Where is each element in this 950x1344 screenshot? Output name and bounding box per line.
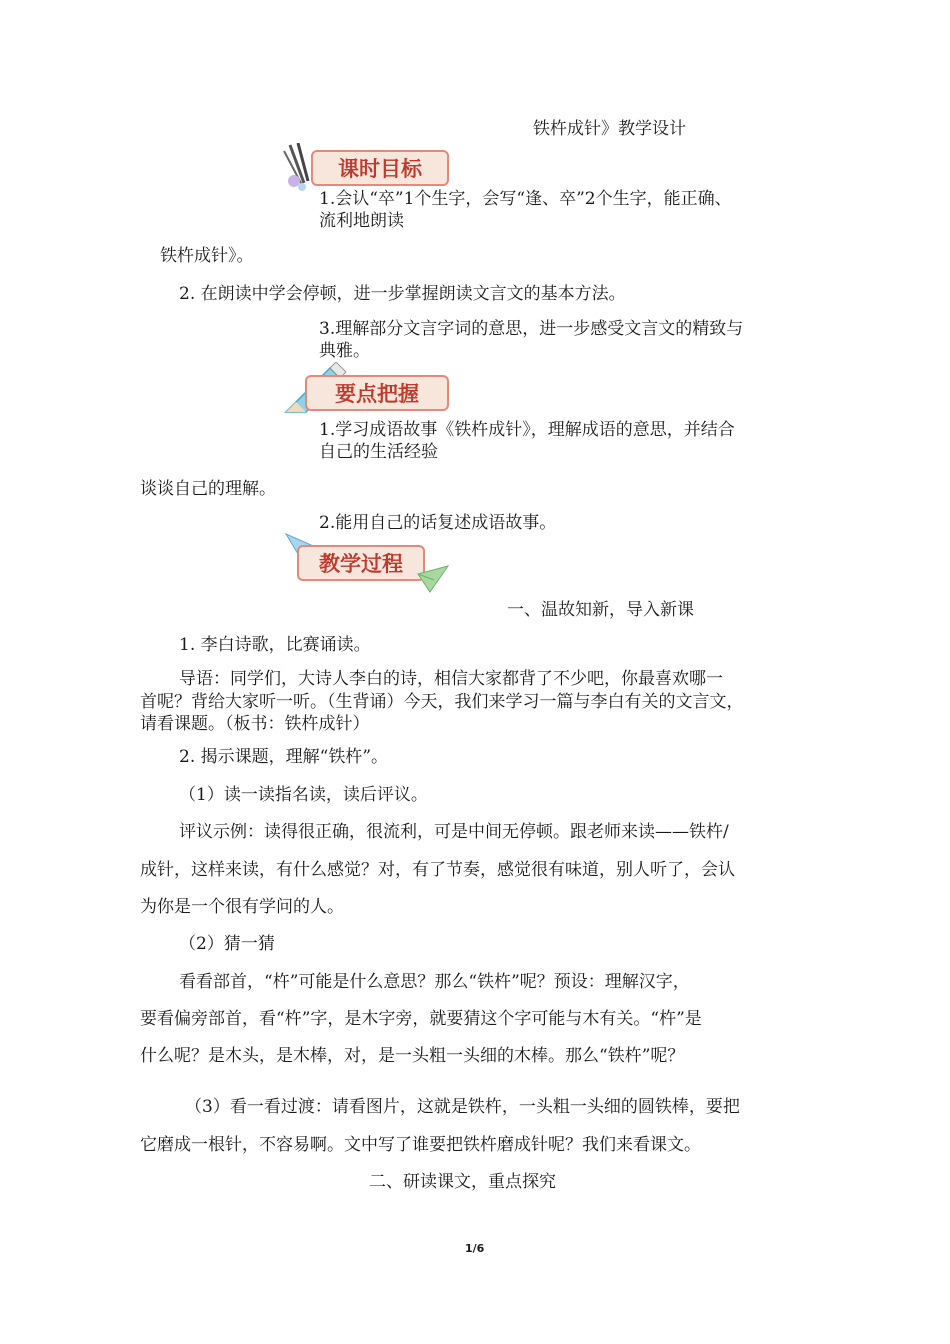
process-banner [284, 530, 450, 596]
process-paragraph-5-line2: 成针，这样来读，有什么感觉？对，有了节奏，感觉很有味道，别人听了，会认 [140, 860, 735, 880]
objective-3-line1: 3.理解部分文言字词的意思，进一步感受文言文的精致与 [319, 319, 744, 339]
objective-3-line2: 典雅。 [319, 341, 370, 361]
key-points-banner-label: 要点把握 [335, 382, 419, 406]
process-paragraph-7-line1: 看看部首，“杵”可能是什么意思？那么“铁杵”呢？预设：理解汉字， [179, 972, 690, 992]
section-heading-1: 一、温故知新，导入新课 [507, 600, 694, 620]
process-paragraph-5-line1: 评议示例：读得很正确，很流利，可是中间无停顿。跟老师来读——铁杵/ [179, 822, 729, 842]
objective-2: 2. 在朗读中学会停顿，进一步掌握朗读文言文的基本方法。 [179, 284, 626, 304]
process-paragraph-4: （1）读一读指名读，读后评议。 [179, 785, 428, 805]
page-number: 1/6 [465, 1242, 485, 1255]
brush-icon [284, 143, 308, 191]
process-paragraph-2-line1: 导语：同学们，大诗人李白的诗，相信大家都背了不少吧，你最喜欢哪一 [179, 669, 723, 689]
process-paragraph-6: （2）猜一猜 [179, 934, 275, 954]
process-paragraph-7-line3: 什么呢？是木头，是木棒，对，是一头粗一头细的木棒。那么“铁杵”呢？ [140, 1046, 685, 1066]
process-banner-label: 教学过程 [319, 552, 403, 576]
process-paragraph-2-line3: 请看课题。（板书：铁杵成针） [140, 714, 370, 734]
process-paragraph-7-line2: 要看偏旁部首，看“杵”字，是木字旁，就要猜这个字可能与木有关。“杵”是 [140, 1009, 702, 1029]
document-title: 铁杵成针》教学设计 [533, 119, 686, 139]
process-paragraph-2-line2: 首呢？背给大家听一听。（生背诵）今天，我们来学习一篇与李白有关的文言文， [140, 692, 744, 712]
process-paragraph-8-line1: （3）看一看过渡：请看图片，这就是铁杵，一头粗一头细的圆铁棒，要把 [185, 1097, 740, 1117]
key-point-1-line1: 1.学习成语故事《铁杵成针》，理解成语的意思，并结合 [319, 420, 735, 440]
objectives-banner-label: 课时目标 [338, 157, 422, 181]
objective-1-continuation: 铁杵成针》。 [160, 246, 254, 266]
objective-1-line2: 流利地朗读 [319, 211, 404, 231]
section-heading-2: 二、研读课文，重点探究 [369, 1172, 556, 1192]
key-point-2: 2.能用自己的话复述成语故事。 [319, 513, 557, 533]
objectives-banner [282, 143, 452, 193]
objective-1-line1: 1.会认“卒”1个生字，会写“逢、卒”2个生字，能正确、 [319, 189, 732, 209]
key-point-1-line2: 自己的生活经验 [319, 442, 438, 462]
key-points-banner [282, 362, 452, 418]
key-point-1-continuation: 谈谈自己的理解。 [140, 479, 276, 499]
process-paragraph-8-line2: 它磨成一根针，不容易啊。文中写了谁要把铁杵磨成针呢？我们来看课文。 [140, 1135, 701, 1155]
process-paragraph-3: 2. 揭示课题，理解“铁杵”。 [179, 747, 389, 767]
process-paragraph-5-line3: 为你是一个很有学问的人。 [140, 897, 344, 917]
process-paragraph-1: 1. 李白诗歌，比赛诵读。 [179, 635, 371, 655]
